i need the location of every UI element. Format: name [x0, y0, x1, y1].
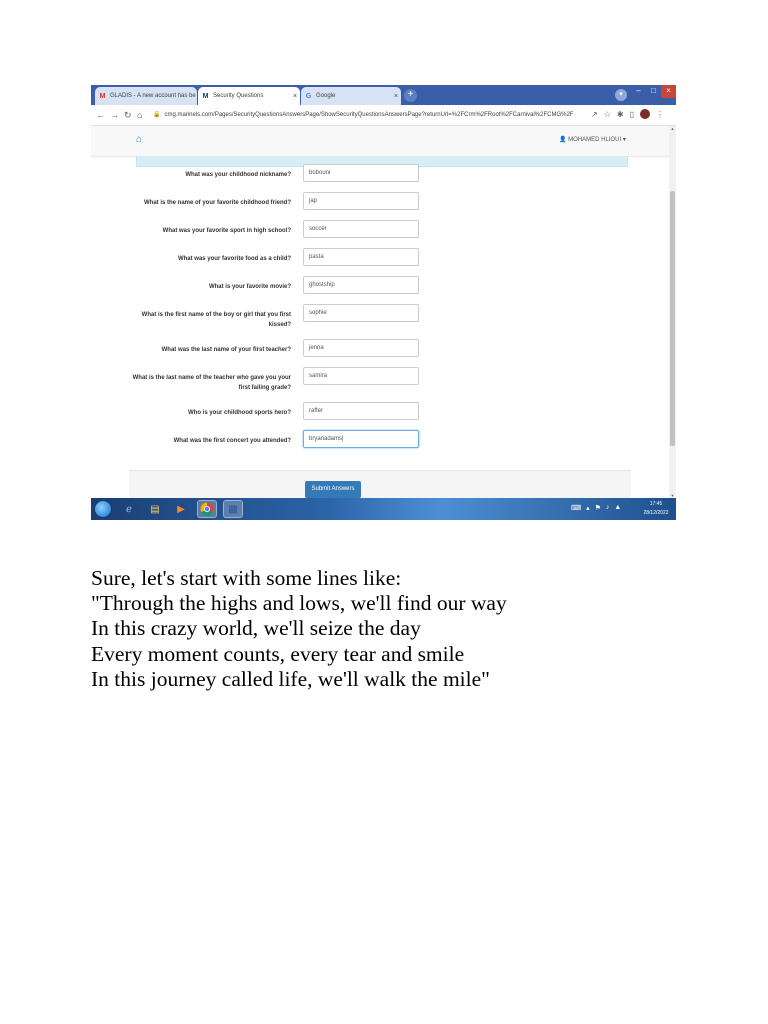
home-browser-icon[interactable]: ⌂ [137, 110, 143, 120]
new-tab-button[interactable]: + [404, 89, 417, 102]
answer-input[interactable]: bryanadams| [303, 430, 419, 448]
close-window-icon[interactable]: × [661, 85, 676, 98]
clock-time: 17:45 [649, 501, 663, 507]
browser-tab-strip [91, 85, 676, 105]
windows-start-icon[interactable] [94, 500, 112, 518]
internet-explorer-icon[interactable]: ℯ [126, 503, 132, 515]
forward-icon[interactable]: → [110, 110, 119, 120]
question-label: What is your favorite movie? [208, 284, 291, 290]
answer-input[interactable]: sophie [303, 304, 419, 322]
chrome-logo [200, 502, 214, 516]
web-page [91, 126, 669, 498]
reload-icon[interactable]: ↻ [124, 110, 132, 120]
scrollbar-thumb[interactable] [670, 191, 675, 446]
minimize-icon[interactable]: – [636, 86, 641, 95]
tab-title: Security Questions [213, 93, 264, 99]
tab-google[interactable] [301, 87, 401, 105]
question-label: What was the last name of your first teacher? [161, 347, 291, 353]
gmail-icon: M [99, 92, 106, 100]
tab-close-icon[interactable]: × [292, 92, 298, 100]
media-player-icon[interactable]: ▶ [177, 503, 185, 515]
google-icon: G [305, 92, 312, 100]
clock-date: 28/12/2022 [643, 510, 669, 516]
browser-toolbar [91, 105, 676, 126]
user-name: MOHAMED HLIOUI [568, 137, 622, 143]
profile-avatar[interactable] [640, 109, 650, 119]
text-line: Sure, let's start with some lines like: [91, 566, 402, 590]
taskbar-clock[interactable] [636, 500, 676, 518]
menu-icon[interactable]: ⋮ [655, 110, 664, 119]
question-label: What was your childhood nickname? [185, 172, 291, 178]
text-line: "Through the highs and lows, we'll find our way [91, 591, 507, 616]
tab-search-icon[interactable]: ▾ [615, 89, 627, 101]
back-icon[interactable]: ← [96, 110, 105, 120]
tab-gladis[interactable] [95, 87, 197, 105]
word-icon[interactable]: ▩ [223, 500, 243, 518]
answer-input[interactable]: soccer [303, 220, 419, 238]
scroll-down-icon[interactable]: ▼ [670, 493, 675, 498]
lock-icon: 🔒 [153, 112, 161, 118]
caret-down-icon: ▾ [622, 137, 626, 143]
text-line: In this journey called life, we'll walk the mile" [91, 666, 490, 691]
question-label: What is the last name of the teacher who gave you your first failing grade? [132, 375, 291, 391]
question-label: What is the first name of the boy or girl that you first kissed? [141, 312, 291, 328]
bookmark-star-icon[interactable]: ☆ [603, 110, 611, 119]
maximize-icon[interactable]: □ [651, 86, 656, 95]
answer-input[interactable]: jap [303, 192, 419, 210]
answer-input[interactable]: pasta [303, 248, 419, 266]
address-bar[interactable] [153, 108, 573, 122]
home-icon[interactable]: ⌂ [136, 134, 143, 145]
page-scrollbar[interactable] [669, 126, 676, 498]
system-tray [571, 504, 621, 512]
screenshot [91, 85, 676, 520]
windows-taskbar [91, 498, 676, 520]
document-text [91, 566, 731, 692]
sidepanel-icon[interactable]: ▯ [629, 110, 634, 119]
text-line: Every moment counts, every tear and smile [91, 641, 465, 666]
site-icon: M [202, 92, 209, 100]
submit-answers-button[interactable]: Submit Answers [305, 481, 361, 498]
text-line: In this crazy world, we'll seize the day [91, 616, 421, 641]
tab-security-questions[interactable] [198, 87, 300, 105]
question-label: What is the name of your favorite childhood friend? [143, 200, 291, 206]
flag-icon[interactable]: ⚑ [594, 505, 601, 512]
url-text: cmg.marinels.com/Pages/SecurityQuestionsAnswersPage/ShowSecurityQuestionsAnswersPage?returnUrl=%2FCrm%2FRoot%2FCarnival%2FCMG%2F [164, 112, 574, 118]
question-label: What was your favorite food as a child? [177, 256, 291, 262]
tab-title: Google [316, 93, 336, 99]
extensions-icon[interactable]: ✱ [616, 110, 624, 119]
chrome-icon[interactable] [197, 500, 217, 518]
answer-input[interactable]: samira [303, 367, 419, 385]
site-navbar [91, 126, 669, 157]
question-label: What was the first concert you attended? [173, 438, 291, 444]
window-controls [631, 85, 676, 98]
share-icon[interactable]: ↗ [591, 110, 598, 119]
user-icon: 👤 [559, 137, 567, 143]
form-footer [129, 470, 631, 501]
toolbar-icons [591, 109, 664, 121]
tab-title: GLADIS - A new account has be [110, 93, 196, 99]
question-label: Who is your childhood sports hero? [188, 410, 291, 416]
file-explorer-icon[interactable]: ▤ [150, 503, 160, 515]
keyboard-icon[interactable]: ⌨ [571, 505, 582, 512]
network-icon[interactable]: ▲ [614, 504, 622, 511]
tray-arrow-icon[interactable]: ▴ [586, 505, 590, 512]
scroll-up-icon[interactable]: ▲ [670, 126, 675, 131]
user-menu[interactable] [559, 136, 626, 143]
answer-input[interactable]: bobouni [303, 164, 419, 182]
tab-close-icon[interactable]: × [393, 92, 399, 100]
question-label: What was your favorite sport in high school? [162, 228, 291, 234]
answer-input[interactable]: jenna [303, 339, 419, 357]
answer-input[interactable]: rafter [303, 402, 419, 420]
speaker-icon[interactable]: ♪ [605, 504, 610, 511]
answer-input[interactable]: ghostship [303, 276, 419, 294]
